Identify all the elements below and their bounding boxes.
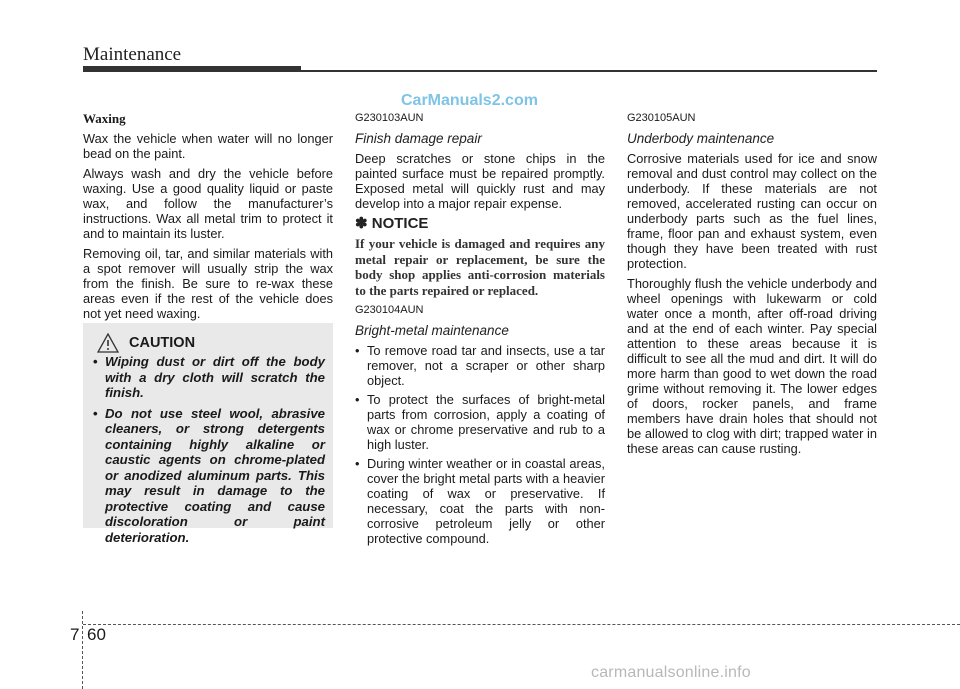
caution-list [93, 354, 325, 550]
caution-item: • Do not use steel wool, abrasive cleaners, or strong detergents containing highly alkaline or caustic agents on chrome-plated or anodized aluminum parts. This may result in damage to the protective coating and cause discoloration or paint deterioration. [93, 406, 325, 546]
section-heading-waxing: Waxing [83, 111, 126, 126]
column-underbody [627, 111, 877, 461]
watermark-text: CarManuals2.com [401, 92, 538, 109]
notice-body: If your vehicle is damaged and requires any metal repair or replacement, be sure the body shop applies anti-corrosion materials to the parts repaired or replaced. [355, 236, 605, 298]
section-code: G230104AUN [355, 304, 424, 317]
page-header-title: Maintenance [83, 44, 182, 65]
section-subheading-underbody: Underbody maintenance [627, 131, 775, 146]
paragraph: Always wash and dry the vehicle before waxing. Use a good quality liquid or paste wax, and follow the manufacturer’s instructions. Wax all metal trim to protect it and to maintain its luster. [83, 166, 333, 241]
paragraph: Removing oil, tar, and similar materials with a spot remover will usually strip the wax from the finish. Be sure to re-wax these areas even if the rest of the vehicle does not yet need waxing. [83, 246, 333, 321]
footer-divider [82, 611, 83, 689]
notice-heading: ✽ NOTICE [355, 215, 429, 232]
caution-box [83, 323, 333, 545]
list-item: • During winter weather or in coastal areas, cover the bright metal parts with a heavier coating of wax or preservative. If necessary, coat the parts with non-corrosive petroleum jelly or other protective compound. [355, 456, 605, 546]
column-waxing [83, 111, 333, 326]
column-repair [355, 111, 605, 550]
caution-item: • Wiping dust or dirt off the body with a dry cloth will scratch the finish. [93, 354, 325, 401]
paragraph: Thoroughly flush the vehicle underbody and wheel openings with lukewarm or cold water once a month, after off-road driving and at the end of each winter. Pay special attention to these areas because it is difficult to see all the mud and dirt. It will do more harm than good to wet down the road grime without removing it. The lower edges of doors, rocker panels, and frame members have drain holes that should not be allowed to clog with dirt; trapped water in these areas can cause rusting. [627, 276, 877, 456]
paragraph: Deep scratches or stone chips in the painted surface must be repaired promptly. Exposed metal will quickly rust and may develop into a major repair expense. [355, 151, 605, 211]
list-item: • To protect the surfaces of bright-metal parts from corrosion, apply a coating of wax or chrome preservative and rub to a high luster. [355, 392, 605, 452]
header-bar [83, 66, 301, 72]
section-subheading-finish-damage: Finish damage repair [355, 131, 482, 146]
paragraph: Wax the vehicle when water will no longer bead on the paint. [83, 131, 333, 161]
section-subheading-bright-metal: Bright-metal maintenance [355, 323, 509, 339]
paragraph: Corrosive materials used for ice and snow removal and dust control may collect on the underbody. If these materials are not removed, accelerated rusting can occur on underbody parts such as the fuel lines, frame, floor pan and exhaust system, even though they have been treated with rust protection. [627, 151, 877, 271]
footer-rule [83, 624, 960, 625]
section-code: G230105AUN [627, 112, 696, 124]
list-item: • To remove road tar and insects, use a tar remover, not a scraper or other sharp object. [355, 343, 605, 388]
page-number: 60 [87, 625, 106, 644]
caution-label: CAUTION [129, 335, 196, 351]
site-watermark: carmanualsonline.info [591, 664, 751, 681]
header-rule [301, 70, 877, 72]
chapter-number: 7 [70, 625, 80, 644]
section-code: G230103AUN [355, 112, 424, 124]
warning-triangle-icon [97, 333, 119, 353]
bright-metal-list [355, 343, 605, 546]
